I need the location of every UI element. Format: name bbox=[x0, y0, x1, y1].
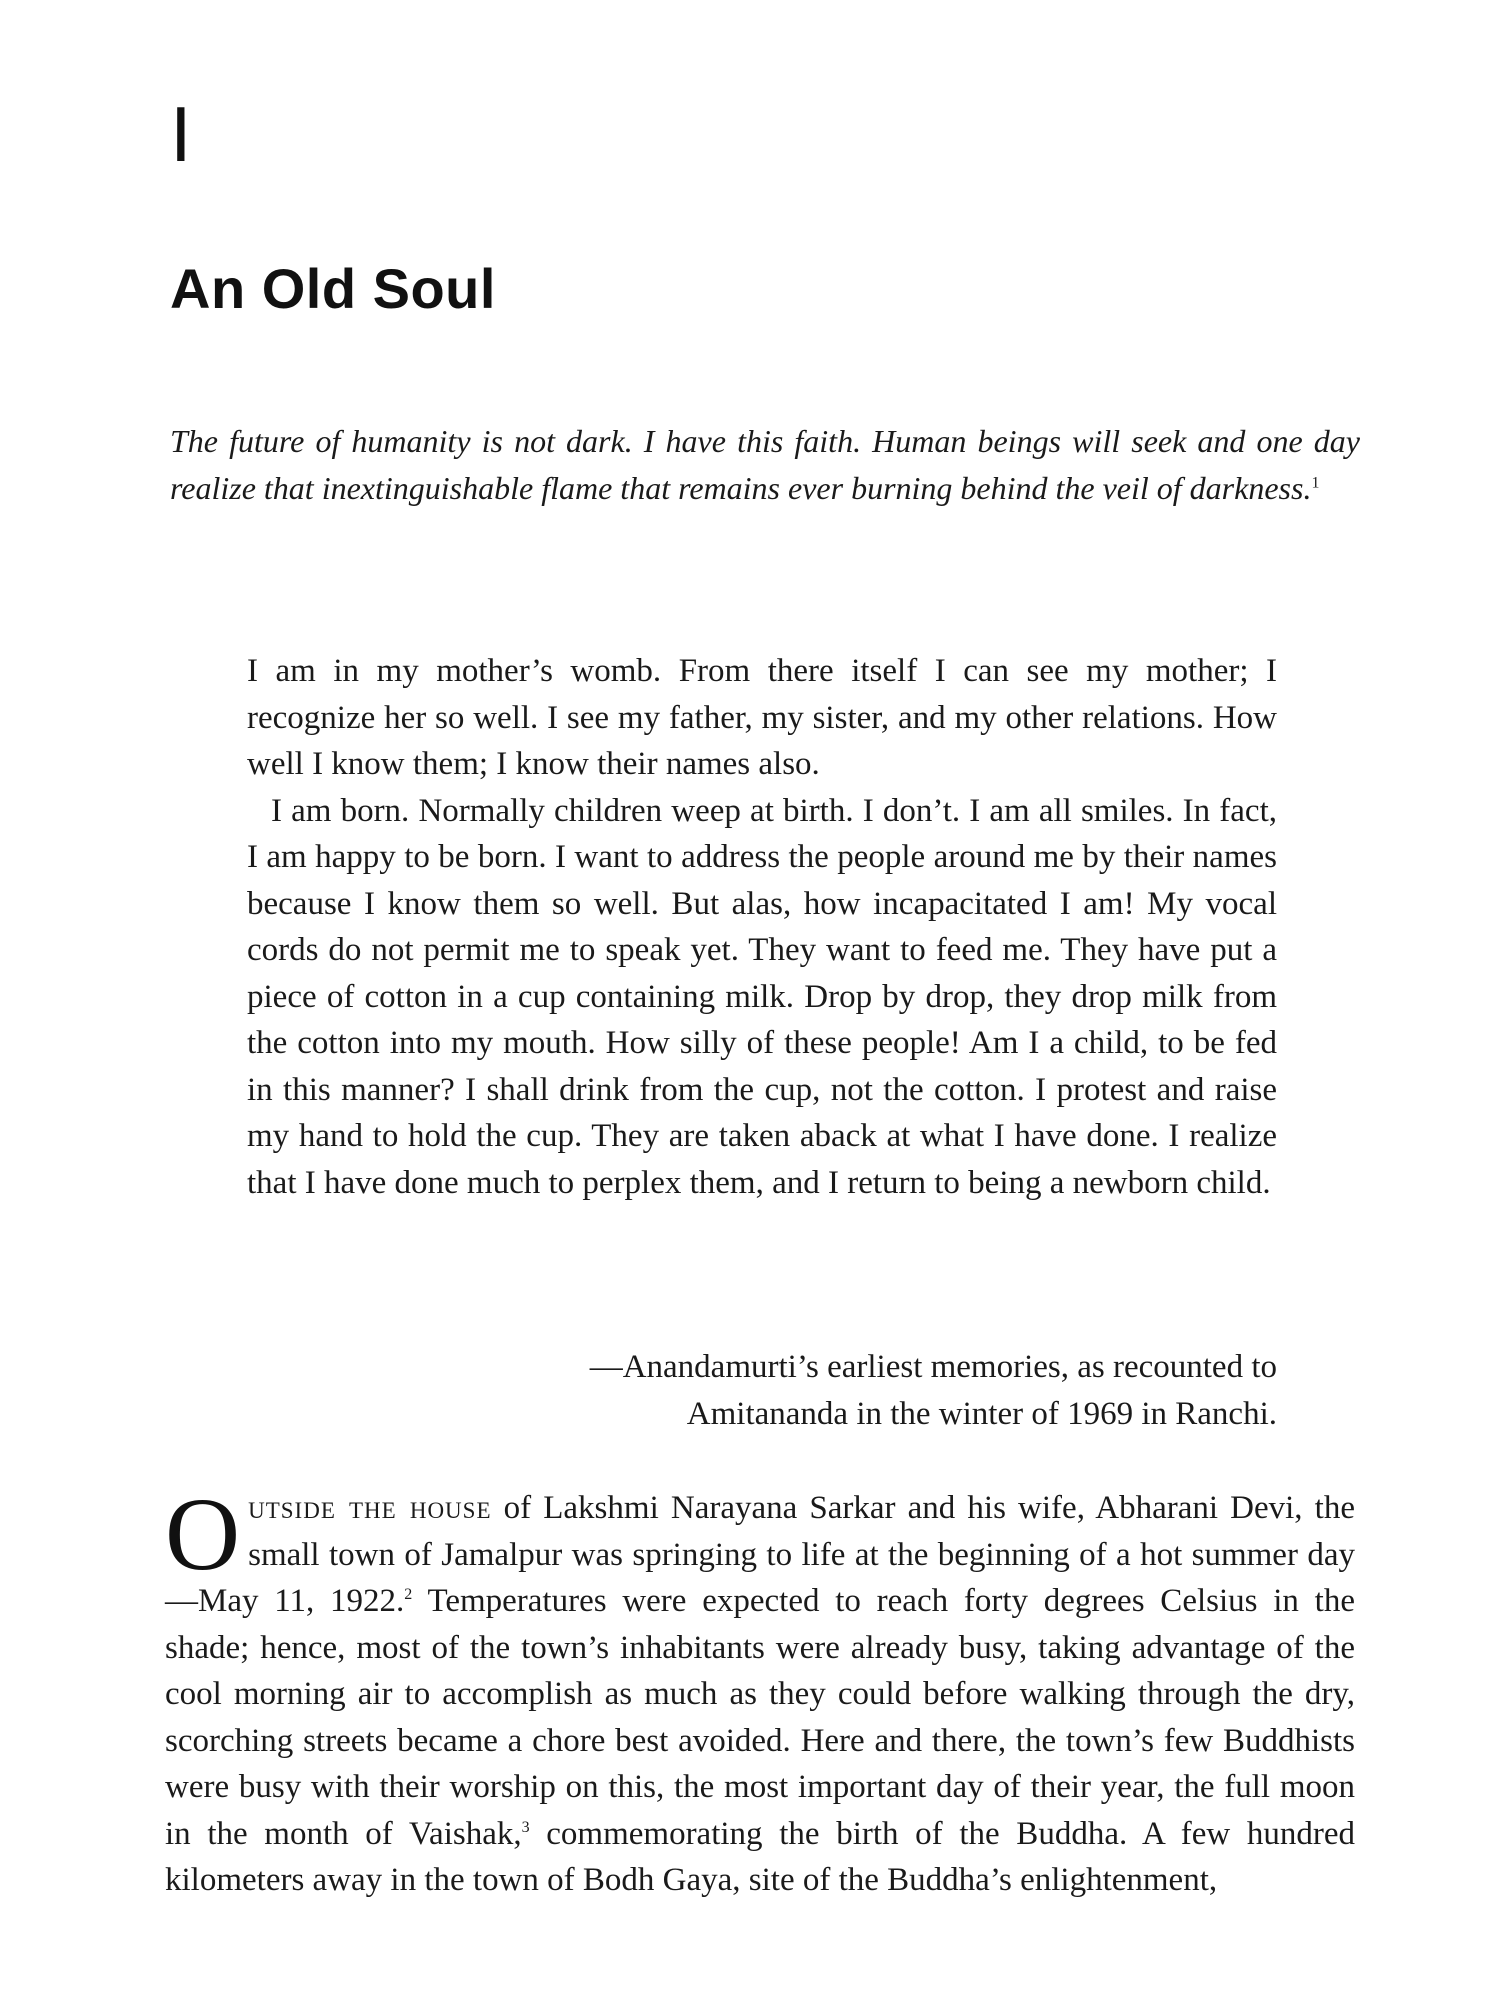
memory-block-quote bbox=[247, 648, 1277, 1206]
attribution-line-2: Amitananda in the winter of 1969 in Ranchi. bbox=[686, 1395, 1277, 1432]
chapter-number: I bbox=[170, 90, 192, 178]
lead-in-smallcaps: utside the house bbox=[248, 1490, 492, 1526]
chapter-title: An Old Soul bbox=[170, 257, 496, 320]
body-paragraph bbox=[165, 1477, 1356, 1904]
memory-paragraph-2: I am born. Normally children weep at birth. I don’t. I am all smiles. In fact, I am happy to be born. I want to address the people around me by their names because I know them so well. But alas, how incapacitated I am! My vocal cords do not permit me to speak yet. They want to feed me. They have put a piece of cotton in a cup containing milk. Drop by drop, they drop milk from the cotton into my mouth. How silly of these people! Am I a child, to be fed in this manner? I shall drink from the cup, not the cotton. I protest and raise my hand to hold the cup. They are taken aback at what I have done. I realize that I have done much to perplex them, and I return to being a newborn child. bbox=[247, 792, 1277, 1201]
epigraph bbox=[170, 418, 1360, 512]
attribution-line-1: —Anandamurti’s earliest memories, as recounted to bbox=[589, 1349, 1277, 1385]
footnote-ref-3: 3 bbox=[521, 1818, 530, 1836]
footnote-ref-1: 1 bbox=[1311, 474, 1320, 492]
drop-cap: O bbox=[165, 1477, 241, 1592]
epigraph-text: The future of humanity is not dark. I have this faith. Human beings will seek and one day realize that inextinguishable flame that remains ever burning behind the veil of darkness. bbox=[170, 423, 1360, 506]
memory-paragraph-1: I am in my mother’s womb. From there itself I can see my mother; I recognize her so well. I see my father, my sister, and my other relations. How well I know them; I know their names also. bbox=[247, 653, 1277, 782]
body-text-part-2: Temperatures were expected to reach forty degrees Celsius in the shade; hence, most of the town’s inhabitants were already busy, taking advantage of the cool morning air to accomplish as much as they could before walking through the dry, scorching streets became a chore best avoided. Here and there, the town’s few Buddhists were busy with their worship on this, the most important day of their year, the full moon in the month of Vaishak, bbox=[165, 1583, 1355, 1852]
memory-attribution bbox=[247, 1344, 1277, 1437]
body-text-part-3: commemorating the birth of the Buddha. A few hundred kilometers away in the town of Bodh Gaya, site of the Buddha’s enlightenment, bbox=[165, 1815, 1356, 1898]
body-text-part-1: of Lakshmi Narayana Sarkar and his wife, Abharani Devi, the small town of Jamalpur was springing to life at the beginning of a hot summer day—May 11, 1922. bbox=[165, 1490, 1355, 1619]
footnote-ref-2: 2 bbox=[404, 1586, 413, 1603]
